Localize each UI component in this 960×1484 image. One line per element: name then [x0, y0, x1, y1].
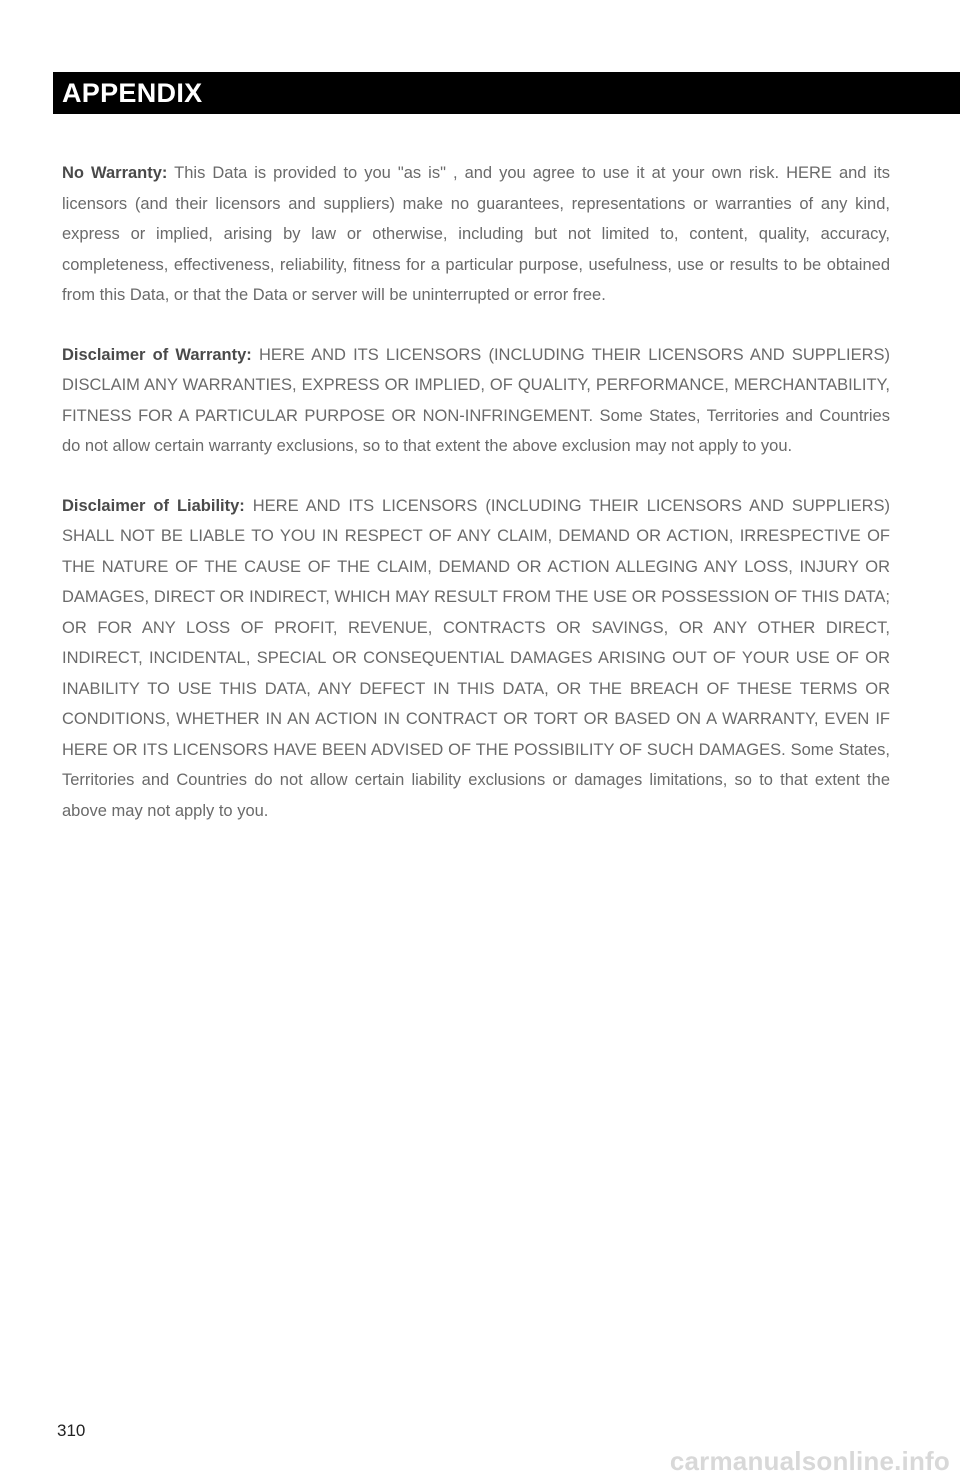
section-title: APPENDIX [62, 78, 203, 108]
section-header-bar [53, 72, 960, 114]
paragraph-text: HERE AND ITS LICENSORS (INCLUDING THEIR LICENSORS AND SUPPLIERS) DISCLAIM ANY WARRANTIES, EXPRESS OR IMPLIED, OF QUALITY, PERFORMANCE, MERCHANTABILITY, FITNESS FOR A PARTICULAR PURPOSE OR NON-INFRINGEMENT. Some States, Territories and Countries do not allow certain warranty exclusions, so to that extent the above exclusion may not apply to you. [62, 345, 890, 455]
paragraph-label: Disclaimer of Warranty: [62, 345, 252, 364]
watermark-text: carmanualsonline.info [669, 1446, 950, 1476]
document-body [62, 158, 890, 855]
paragraph-no-warranty [62, 158, 890, 311]
paragraph-disclaimer-of-liability [62, 491, 890, 827]
paragraph-text: This Data is provided to you "as is" , and you agree to use it at your own risk. HERE and its licensors (and their licensors and suppliers) make no guarantees, representations or warranties of any kind, express or implied, arising by law or otherwise, including but not limited to, content, quality, accuracy, completeness, effectiveness, reliability, fitness for a particular purpose, usefulness, use or results to be obtained from this Data, or that the Data or server will be uninterrupted or error free. [62, 164, 890, 304]
paragraph-text: HERE AND ITS LICENSORS (INCLUDING THEIR LICENSORS AND SUPPLIERS) SHALL NOT BE LIABLE TO YOU IN RESPECT OF ANY CLAIM, DEMAND OR ACTION, IRRESPECTIVE OF THE NATURE OF THE CAUSE OF THE CLAIM, DEMAND OR ACTION ALLEGING ANY LOSS, INJURY OR DAMAGES, DIRECT OR INDIRECT, WHICH MAY RESULT FROM THE USE OR POSSESSION OF THIS DATA; OR FOR ANY LOSS OF PROFIT, REVENUE, CONTRACTS OR SAVINGS, OR ANY OTHER DIRECT, INDIRECT, INCIDENTAL, SPECIAL OR CONSEQUENTIAL DAMAGES ARISING OUT OF YOUR USE OF OR INABILITY TO USE THIS DATA, ANY DEFECT IN THIS DATA, OR THE BREACH OF THESE TERMS OR CONDITIONS, WHETHER IN AN ACTION IN CONTRACT OR TORT OR BASED ON A WARRANTY, EVEN IF HERE OR ITS LICENSORS HAVE BEEN ADVISED OF THE POSSIBILITY OF SUCH DAMAGES. Some States, Territories and Countries do not allow certain liability exclusions or damages limitations, so to that extent the above may not apply to you. [62, 496, 890, 820]
paragraph-disclaimer-of-warranty [62, 340, 890, 462]
paragraph-label: No Warranty: [62, 164, 168, 182]
page-number: 310 [57, 1421, 86, 1440]
paragraph-label: Disclaimer of Liability: [62, 496, 245, 515]
